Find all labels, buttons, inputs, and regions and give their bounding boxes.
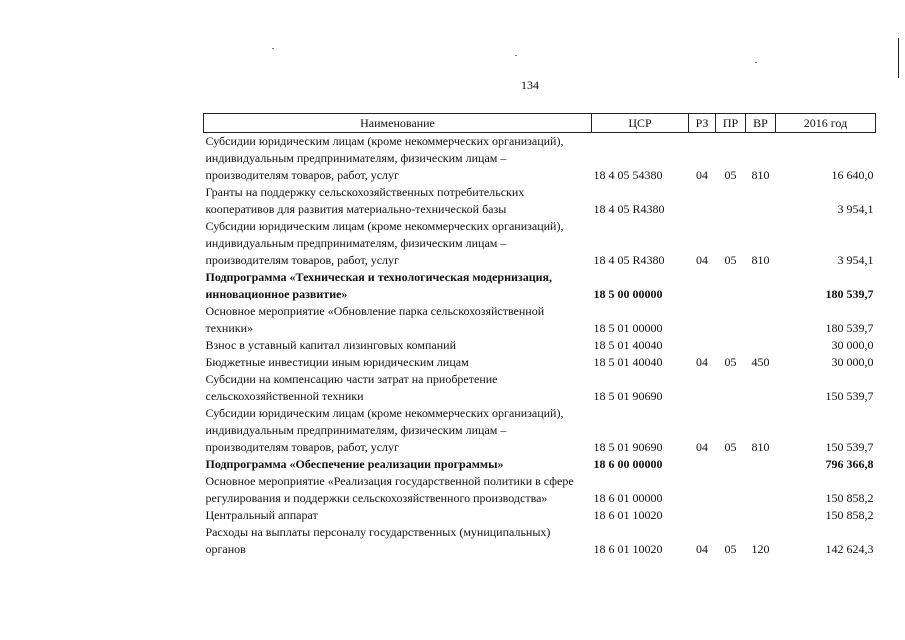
- cell-vr: 810: [751, 168, 770, 182]
- cell-rz: [689, 507, 716, 524]
- cell-vr: 810: [751, 440, 770, 454]
- cell-vr: [746, 371, 776, 405]
- table-row: [204, 371, 876, 405]
- cell-csr: 18 5 00 00000: [593, 287, 663, 301]
- table-header-row: [204, 114, 876, 133]
- cell-csr: 18 5 01 90690: [593, 389, 663, 403]
- cell-rz: 04: [696, 440, 708, 454]
- cell-amount: 30 000,0: [831, 355, 874, 369]
- cell-csr: 18 6 01 10020: [593, 542, 663, 556]
- cell-vr: [746, 184, 776, 218]
- cell-pr: [716, 184, 746, 218]
- header-rz: РЗ: [689, 114, 716, 133]
- cell-vr: 810: [751, 253, 770, 267]
- cell-amount: 16 640,0: [831, 168, 874, 182]
- cell-rz: 04: [696, 542, 708, 556]
- table-row: [204, 473, 876, 507]
- cell-pr: [716, 303, 746, 337]
- cell-csr: 18 5 01 40040: [593, 355, 663, 369]
- cell-pr: 05: [724, 355, 737, 369]
- cell-amount: 150 539,7: [825, 440, 874, 454]
- cell-rz: [689, 473, 716, 507]
- page-number: 134: [521, 78, 539, 92]
- cell-pr: [716, 337, 746, 354]
- table-row: [204, 405, 876, 456]
- cell-name: Гранты на поддержку сельскохозяйственных потребительских кооперативов для развития материально-технической базы: [205, 185, 525, 216]
- table-row: [204, 337, 876, 354]
- cell-pr: [716, 473, 746, 507]
- cell-csr: 18 4 05 R4380: [593, 202, 665, 216]
- cell-csr: 18 5 01 40040: [593, 338, 663, 352]
- table-row: [204, 456, 876, 473]
- cell-amount: 150 539,7: [825, 389, 874, 403]
- cell-name: Основное мероприятие «Реализация государственной политики в сфере регулирования и поддержки сельскохозяйственного производства»: [205, 474, 574, 505]
- table-row: [204, 184, 876, 218]
- cell-name: Центральный аппарат: [205, 508, 318, 522]
- table-row: [204, 507, 876, 524]
- table-row: [204, 524, 876, 558]
- cell-name: Субсидии юридическим лицам (кроме некоммерческих организаций), индивидуальным предпринимателям, физическим лицам – производителям товаров, работ, услуг: [205, 134, 564, 182]
- cell-name: Бюджетные инвестиции иным юридическим лицам: [205, 355, 469, 369]
- cell-rz: [689, 303, 716, 337]
- cell-pr: [716, 456, 746, 473]
- cell-rz: [689, 269, 716, 303]
- cell-csr: 18 6 00 00000: [593, 457, 663, 471]
- scan-speck: [755, 62, 757, 63]
- scan-edge-mark: [898, 38, 899, 78]
- cell-name: Подпрограмма «Обеспечение реализации программы»: [205, 457, 504, 471]
- cell-name: Субсидии юридическим лицам (кроме некоммерческих организаций), индивидуальным предпринимателям, физическим лицам – производителям товаров, работ, услуг: [205, 406, 564, 454]
- cell-name: Основное мероприятие «Обновление парка сельскохозяйственной техники»: [205, 304, 545, 335]
- cell-vr: [746, 473, 776, 507]
- cell-vr: [746, 303, 776, 337]
- table-row: [204, 354, 876, 371]
- cell-csr: 18 4 05 R4380: [593, 253, 665, 267]
- header-year: 2016 год: [776, 114, 876, 133]
- cell-name: Субсидии на компенсацию части затрат на приобретение сельскохозяйственной техники: [205, 372, 498, 403]
- cell-rz: [689, 456, 716, 473]
- cell-pr: 05: [724, 253, 737, 267]
- cell-pr: [716, 507, 746, 524]
- cell-pr: 05: [724, 440, 737, 454]
- header-csr: ЦСР: [592, 114, 689, 133]
- cell-vr: [746, 507, 776, 524]
- table-row: [204, 269, 876, 303]
- header-vr: ВР: [746, 114, 776, 133]
- cell-pr: 05: [724, 542, 737, 556]
- cell-name: Субсидии юридическим лицам (кроме некоммерческих организаций), индивидуальным предпринимателям, физическим лицам – производителям товаров, работ, услуг: [205, 219, 564, 267]
- table-row: [204, 133, 876, 185]
- cell-csr: 18 6 01 10020: [593, 508, 663, 522]
- cell-vr: [746, 337, 776, 354]
- cell-pr: 05: [724, 168, 737, 182]
- cell-amount: 150 858,2: [825, 508, 874, 522]
- cell-vr: 450: [751, 355, 770, 369]
- budget-table-body: [204, 133, 876, 559]
- cell-vr: [746, 269, 776, 303]
- cell-rz: 04: [696, 168, 708, 182]
- header-pr: ПР: [716, 114, 746, 133]
- header-name: Наименование: [204, 114, 592, 133]
- table-row: [204, 218, 876, 269]
- cell-csr: 18 4 05 54380: [593, 168, 663, 182]
- cell-csr: 18 6 01 00000: [593, 491, 663, 505]
- cell-amount: 30 000,0: [831, 338, 874, 352]
- budget-table: [203, 113, 876, 558]
- cell-amount: 150 858,2: [825, 491, 874, 505]
- cell-amount: 796 366,8: [825, 457, 874, 471]
- table-row: [204, 303, 876, 337]
- cell-amount: 3 954,1: [837, 202, 874, 216]
- cell-rz: [689, 184, 716, 218]
- cell-amount: 180 539,7: [825, 321, 874, 335]
- cell-rz: [689, 337, 716, 354]
- cell-csr: 18 5 01 00000: [593, 321, 663, 335]
- cell-amount: 142 624,3: [825, 542, 874, 556]
- cell-pr: [716, 371, 746, 405]
- cell-name: Взнос в уставный капитал лизинговых компаний: [205, 338, 456, 352]
- cell-amount: 180 539,7: [825, 287, 874, 301]
- cell-name: Расходы на выплаты персоналу государственных (муниципальных) органов: [205, 525, 551, 556]
- cell-vr: [746, 456, 776, 473]
- cell-csr: 18 5 01 90690: [593, 440, 663, 454]
- cell-amount: 3 954,1: [837, 253, 874, 267]
- scan-speck: [272, 48, 274, 49]
- cell-name: Подпрограмма «Техническая и технологическая модернизация, инновационное развитие»: [205, 270, 553, 301]
- cell-rz: 04: [696, 253, 708, 267]
- cell-pr: [716, 269, 746, 303]
- cell-vr: 120: [751, 542, 770, 556]
- cell-rz: 04: [696, 355, 708, 369]
- cell-rz: [689, 371, 716, 405]
- scan-speck: [515, 55, 517, 56]
